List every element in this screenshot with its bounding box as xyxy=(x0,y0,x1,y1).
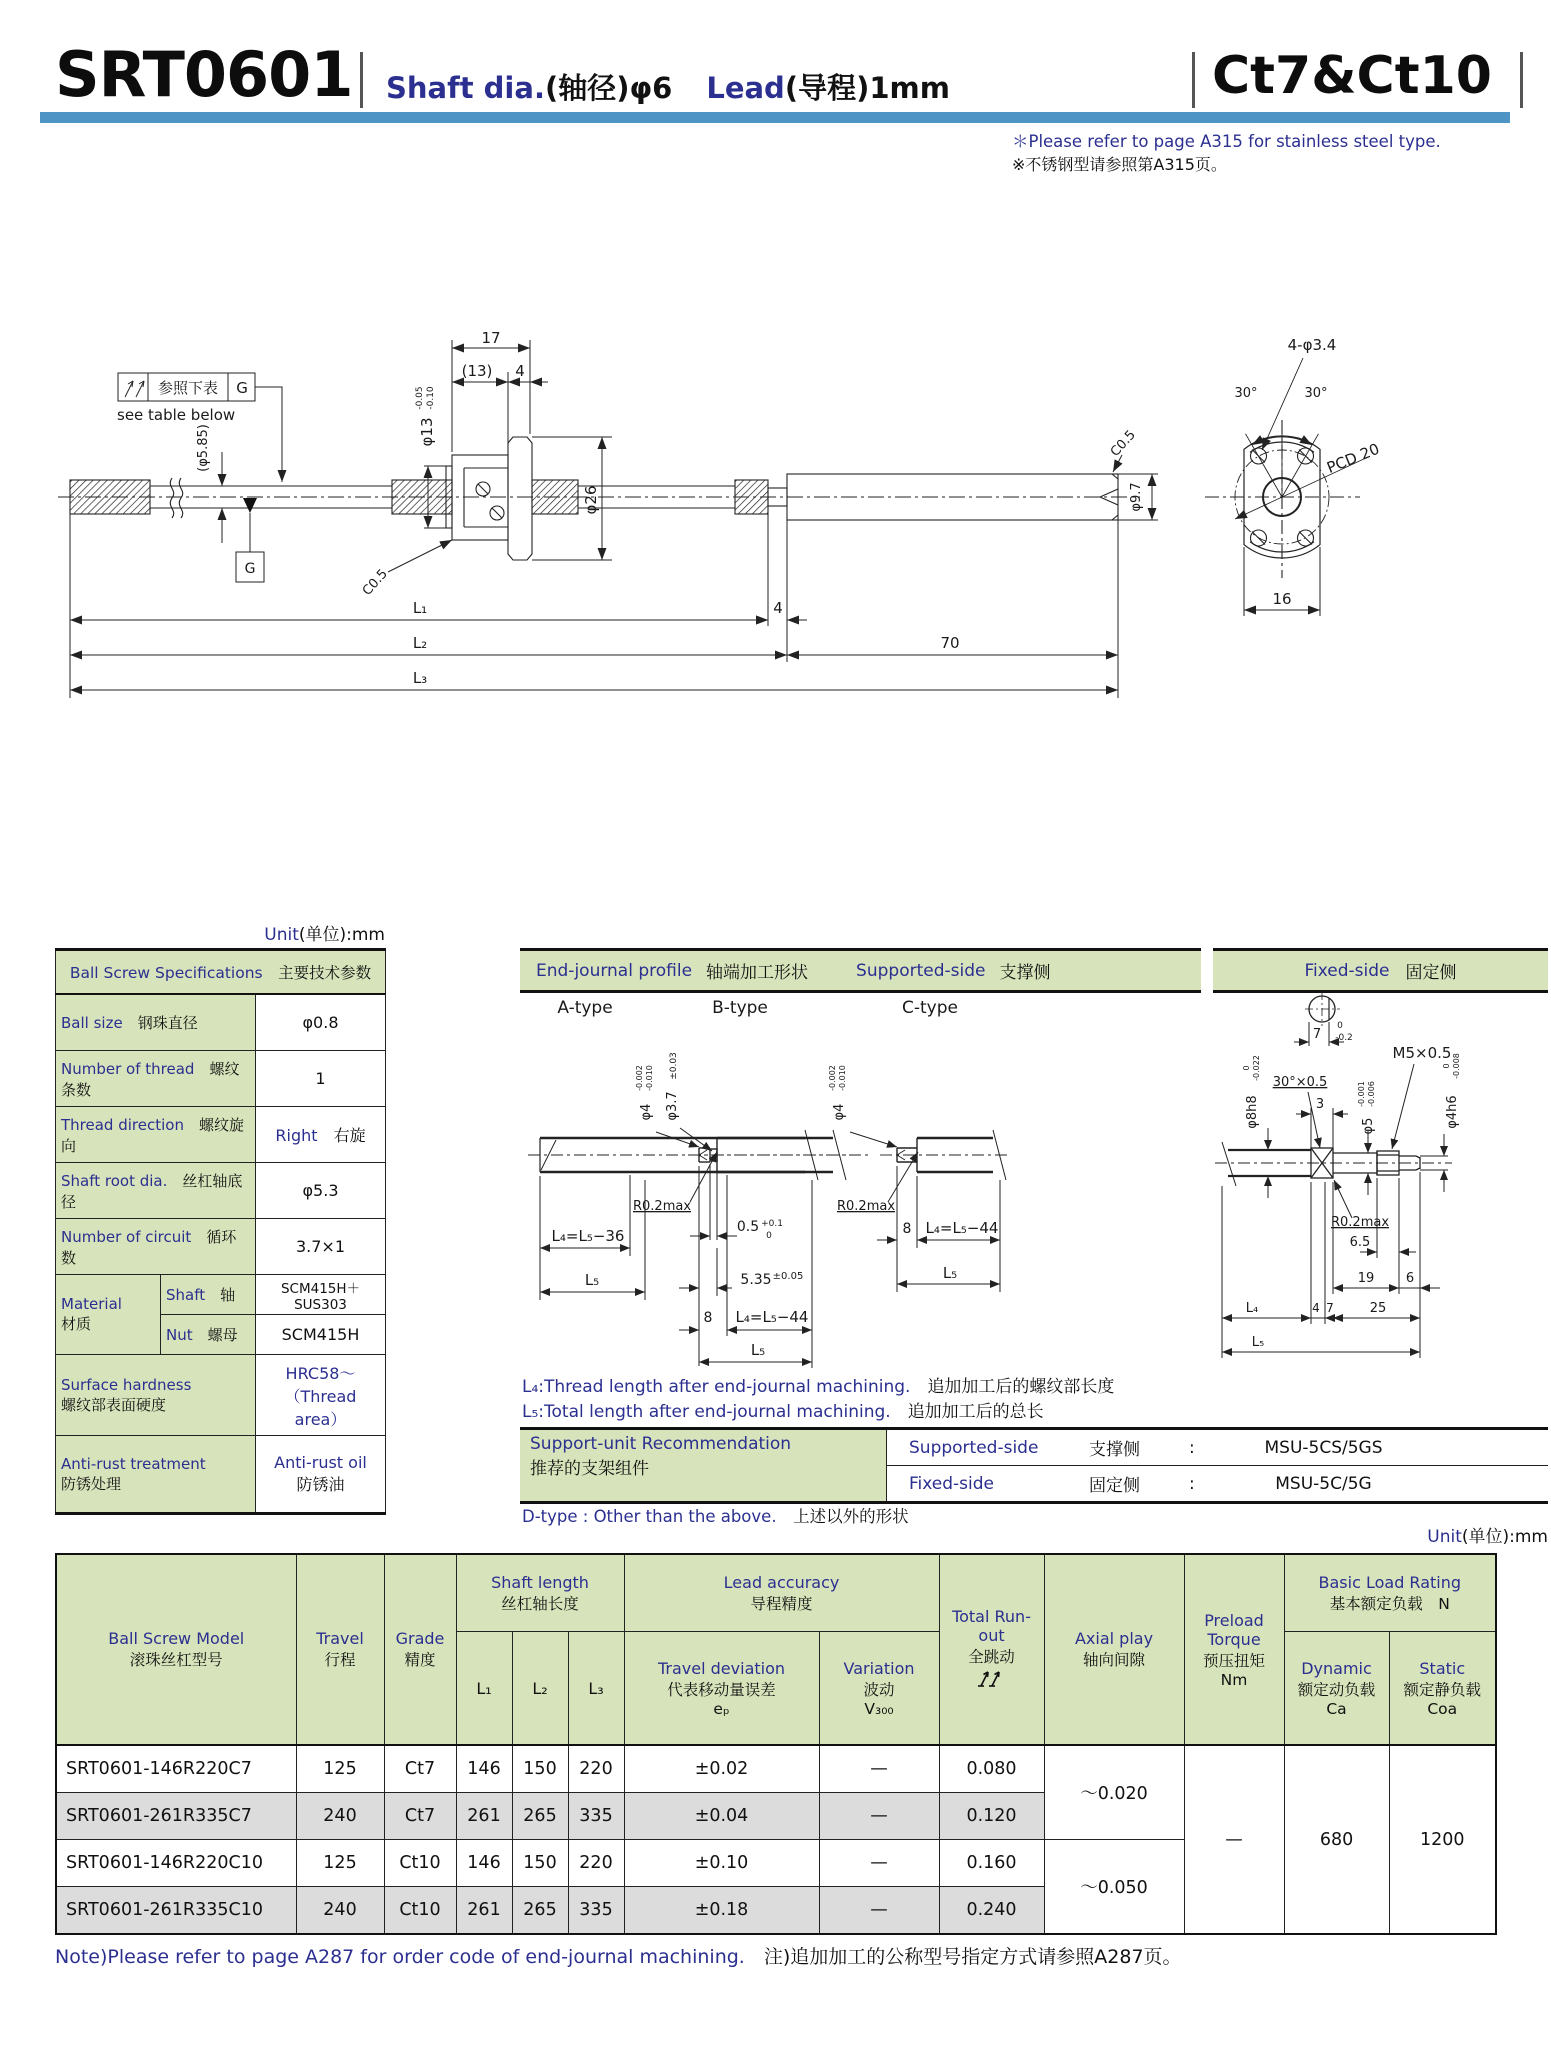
spec-value: 3.7×1 xyxy=(256,1219,386,1275)
l2-cell: 150 xyxy=(512,1745,568,1793)
deviation-cell: ±0.10 xyxy=(624,1840,819,1887)
drawing-label: M5×0.5 xyxy=(1392,1044,1452,1062)
unit-label-1 xyxy=(55,920,385,945)
drawing-label: -0.010 xyxy=(838,1065,847,1091)
model-data-table xyxy=(55,1553,1497,1935)
spec-material-label: Material 材质 xyxy=(56,1275,161,1355)
drawing-label: -0.001 xyxy=(1357,1081,1366,1107)
drawing-label: L₄=L₅−44 xyxy=(735,1308,809,1326)
drawing-label: L₅ xyxy=(584,1271,600,1289)
support-unit-title xyxy=(520,1430,887,1501)
drawing-label: G xyxy=(236,379,248,397)
unit-label-en: Unit xyxy=(1427,1527,1462,1547)
lead-value: (导程)1mm xyxy=(784,71,950,105)
drawing-label: 7 xyxy=(1326,1301,1334,1315)
drawing-label: 4 xyxy=(773,599,783,617)
b-type-drawing xyxy=(656,1128,870,1368)
drawing-label: +0.1 xyxy=(761,1219,783,1229)
drawing-label: -0.010 xyxy=(645,1065,654,1091)
l1-cell: 261 xyxy=(456,1793,512,1840)
table-row xyxy=(56,1436,386,1514)
grade-cell: Ct7 xyxy=(384,1745,456,1793)
l4-note-en: L₄:Thread length after end-journal machining. xyxy=(522,1377,911,1397)
fixed-side-title-cn: 固定侧 xyxy=(1405,963,1457,983)
l2-cell: 265 xyxy=(512,1887,568,1935)
support-unit-title-en: Support-unit Recommendation xyxy=(530,1434,792,1454)
col-header-axial-play: Axial play 轴向间隙 xyxy=(1044,1554,1184,1745)
l4-note-cn: 追加加工后的螺纹部长度 xyxy=(927,1377,1115,1397)
grade-title: Ct7&Ct10 xyxy=(1212,46,1492,106)
drawing-label: φ3.7 xyxy=(665,1091,680,1121)
drawing-label: ±0.03 xyxy=(669,1052,679,1080)
spec-label-cn: 丝杠轴底径 xyxy=(61,1171,243,1211)
drawing-label: 30° xyxy=(1304,386,1328,401)
drawing-label: L₄ xyxy=(1245,1301,1259,1316)
drawing-label: 8 xyxy=(902,1221,912,1237)
spec-value: φ0.8 xyxy=(256,994,386,1051)
drawing-label: L₂ xyxy=(412,634,428,652)
fixed-side-title-en: Fixed-side xyxy=(1304,960,1390,981)
drawing-label: (13) xyxy=(461,362,493,380)
drawing-label: 7 xyxy=(1312,1027,1322,1042)
drawing-label: 0 xyxy=(1442,1063,1451,1069)
drawing-label: 30°×0.5 xyxy=(1272,1075,1328,1090)
l1-cell: 146 xyxy=(456,1840,512,1887)
drawing-label: 6 xyxy=(1405,1271,1415,1286)
spec-label: Thread direction xyxy=(61,1115,184,1134)
travel-cell: 125 xyxy=(296,1745,384,1793)
drawing-label: 0.5 xyxy=(736,1219,760,1235)
drawing-label: 16 xyxy=(1272,590,1292,608)
spec-label: Ball size xyxy=(61,1014,123,1032)
drawing-label: φ4h6 xyxy=(1445,1095,1460,1129)
col-header-l2: L₂ xyxy=(512,1632,568,1746)
drawing-label: C0.5 xyxy=(359,566,391,599)
spec-antirust-label-cn: 防锈处理 xyxy=(61,1474,122,1493)
fixed-side-label: Fixed-side xyxy=(909,1473,995,1494)
table-row xyxy=(887,1465,1548,1501)
unit-label-en: Unit xyxy=(264,925,299,945)
drawing-label: L₅ xyxy=(1251,1335,1265,1350)
col-header-static: Static 额定静负载 Coa xyxy=(1389,1632,1496,1746)
bottom-note-en: Note)Please refer to page A287 for order code of end-journal machining. xyxy=(55,1946,745,1968)
end-journal-drawings xyxy=(0,990,1551,1370)
drawing-label: 0 xyxy=(1337,1021,1343,1031)
drawing-label: R0.2max xyxy=(1330,1215,1390,1230)
spec-table-title xyxy=(56,950,386,995)
spec-surface-label-cn: 螺纹部表面硬度 xyxy=(61,1395,167,1414)
drawing-label: see table below xyxy=(117,406,236,424)
drawing-label: φ13 xyxy=(418,417,436,447)
preload-cell: — xyxy=(1184,1745,1284,1934)
stainless-note-cn: ※不锈钢型请参照第A315页。 xyxy=(1012,155,1227,174)
end-journal-section-header xyxy=(520,948,1201,993)
drawing-label: L₄=L₅−44 xyxy=(925,1219,999,1237)
unit-label-2 xyxy=(1100,1522,1548,1547)
model-cell: SRT0601-146R220C7 xyxy=(56,1745,296,1793)
spec-label: Shaft root dia. xyxy=(61,1171,168,1190)
l5-note-cn: 追加加工后的总长 xyxy=(907,1402,1044,1422)
drawing-label: -0.002 xyxy=(828,1065,837,1091)
bottom-note-cn: 注)追加加工的公称型号指定方式请参照A287页。 xyxy=(763,1946,1182,1968)
drawing-label: A-type xyxy=(557,998,613,1018)
col-header-model: Ball Screw Model 滚珠丝杠型号 xyxy=(56,1554,296,1745)
l5-note xyxy=(522,1397,1044,1422)
l2-cell: 150 xyxy=(512,1840,568,1887)
spec-label-cn: 螺纹条数 xyxy=(61,1059,240,1099)
col-header-l1: L₁ xyxy=(456,1632,512,1746)
spec-material-nut: Nut xyxy=(166,1326,193,1344)
drawing-label: C-type xyxy=(902,998,958,1018)
drawing-label: -0.022 xyxy=(1252,1055,1261,1081)
main-technical-drawing xyxy=(0,0,1551,740)
grade-cell: Ct7 xyxy=(384,1793,456,1840)
colon: : xyxy=(1189,1473,1195,1494)
col-header-runout: Total Run-out 全跳动 xyxy=(939,1554,1044,1745)
axial-play-cell: ～0.050 xyxy=(1044,1840,1184,1935)
shaft-dia-label: Shaft dia. xyxy=(386,71,545,105)
spec-surface-label: Surface hardness xyxy=(61,1375,192,1394)
travel-cell: 240 xyxy=(296,1887,384,1935)
d-type-note xyxy=(522,1503,909,1527)
variation-cell: — xyxy=(819,1793,939,1840)
l4-note xyxy=(522,1372,1114,1397)
drawing-label: (φ5.85) xyxy=(196,424,211,472)
supported-side-title-en: Supported-side xyxy=(856,960,986,981)
d-type-note-en: D-type : Other than the above. xyxy=(522,1507,777,1526)
drawing-label: 4 xyxy=(1312,1301,1320,1315)
model-cell: SRT0601-261R335C7 xyxy=(56,1793,296,1840)
drawing-label: 70 xyxy=(940,634,960,652)
supported-side-label: Supported-side xyxy=(909,1437,1039,1458)
unit-label-rest: (单位):mm xyxy=(1461,1527,1548,1547)
runout-cell: 0.160 xyxy=(939,1840,1044,1887)
drawing-label: φ4 xyxy=(832,1103,847,1121)
runout-cell: 0.120 xyxy=(939,1793,1044,1840)
drawing-label: L₄=L₅−36 xyxy=(551,1227,625,1245)
drawing-label: ±0.05 xyxy=(772,1271,804,1282)
col-header-basic-load: Basic Load Rating 基本额定负载 N xyxy=(1284,1554,1496,1632)
col-header-variation: Variation 波动 V₃₀₀ xyxy=(819,1632,939,1746)
runout-cell: 0.240 xyxy=(939,1887,1044,1935)
drawing-label: 25 xyxy=(1369,1301,1387,1316)
variation-cell: — xyxy=(819,1887,939,1935)
drawing-label: 4 xyxy=(515,362,525,380)
spec-label-cn: 螺纹旋向 xyxy=(61,1115,244,1155)
supported-side-label-cn: 支撑侧 xyxy=(1089,1440,1140,1460)
spec-title-cn: 主要技术参数 xyxy=(278,964,372,982)
drawing-label: L₁ xyxy=(412,599,428,617)
support-unit-title-cn: 推荐的支架组件 xyxy=(530,1459,649,1479)
drawing-label: -0.10 xyxy=(426,386,436,410)
drawing-label: 4-φ3.4 xyxy=(1287,336,1337,354)
l1-cell: 146 xyxy=(456,1745,512,1793)
spec-antirust-value: Anti-rust oil 防锈油 xyxy=(256,1436,386,1514)
l1-cell: 261 xyxy=(456,1887,512,1935)
total-runout-icon xyxy=(975,1667,1009,1689)
colon: : xyxy=(1189,1437,1195,1458)
spec-label: Number of thread xyxy=(61,1059,195,1078)
table-row xyxy=(887,1430,1548,1465)
unit-label-rest: (单位):mm xyxy=(298,925,385,945)
shaft-dia-value: (轴径)φ6 xyxy=(544,71,673,105)
drawing-label: φ5 xyxy=(1361,1117,1376,1135)
model-cell: SRT0601-261R335C10 xyxy=(56,1887,296,1935)
travel-cell: 240 xyxy=(296,1793,384,1840)
variation-cell: — xyxy=(819,1745,939,1793)
static-load-cell: 1200 xyxy=(1389,1745,1496,1934)
support-unit-table xyxy=(520,1427,1548,1504)
drawing-label: φ9.7 xyxy=(1129,482,1144,512)
drawing-label: 3 xyxy=(1315,1097,1325,1112)
dimension-lines xyxy=(70,340,1158,698)
col-header-travel: Travel 行程 xyxy=(296,1554,384,1745)
spec-material-nut-value: SCM415H xyxy=(256,1315,386,1355)
spec-material-shaft-cn: 轴 xyxy=(220,1286,236,1304)
col-header-l3: L₃ xyxy=(568,1632,624,1746)
l5-note-en: L₅:Total length after end-journal machining. xyxy=(522,1402,891,1422)
end-journal-title-en: End-journal profile xyxy=(536,960,693,981)
drawing-label: PCD 20 xyxy=(1324,439,1382,477)
deviation-cell: ±0.02 xyxy=(624,1745,819,1793)
dynamic-load-cell: 680 xyxy=(1284,1745,1389,1934)
spec-material-nut-cn: 螺母 xyxy=(207,1326,238,1344)
end-journal-title-cn: 轴端加工形状 xyxy=(706,963,809,983)
drawing-label: 30° xyxy=(1234,386,1258,401)
drawing-label: 0 xyxy=(766,1231,772,1241)
spec-material-shaft: Shaft xyxy=(166,1286,206,1304)
runout-cell: 0.080 xyxy=(939,1745,1044,1793)
l3-cell: 220 xyxy=(568,1745,624,1793)
drawing-label: -0.2 xyxy=(1335,1033,1353,1043)
fixed-side-section-header xyxy=(1213,948,1548,993)
d-type-note-cn: 上述以外的形状 xyxy=(793,1507,909,1526)
bottom-note xyxy=(55,1942,1182,1969)
l3-cell: 220 xyxy=(568,1840,624,1887)
drawing-label: C0.5 xyxy=(1107,427,1139,460)
deviation-cell: ±0.18 xyxy=(624,1887,819,1935)
page-title: SRT0601 xyxy=(55,38,353,111)
l2-cell: 265 xyxy=(512,1793,568,1840)
drawing-label: 5.35 xyxy=(740,1272,772,1288)
col-header-preload: Preload Torque 预压扭矩 Nm xyxy=(1184,1554,1284,1745)
spec-value: φ5.3 xyxy=(256,1163,386,1219)
drawing-label: R0.2max xyxy=(836,1199,896,1214)
drawing-label: -0.05 xyxy=(415,386,425,410)
spec-value-cn: 右旋 xyxy=(333,1126,366,1145)
spec-surface-value: HRC58～ （Thread area） xyxy=(256,1355,386,1436)
drawing-label: φ8h8 xyxy=(1245,1095,1260,1129)
l3-cell: 335 xyxy=(568,1793,624,1840)
supported-side-title-cn: 支撑侧 xyxy=(999,963,1051,983)
drawing-label: -0.008 xyxy=(1452,1053,1461,1079)
drawing-label: φ4 xyxy=(639,1103,654,1121)
drawing-label: G xyxy=(244,561,256,577)
supported-side-value: MSU-5CS/5GS xyxy=(1264,1437,1383,1458)
fixed-side-label-cn: 固定侧 xyxy=(1089,1476,1140,1496)
drawing-label: 0 xyxy=(1242,1065,1251,1071)
drawing-label: 6.5 xyxy=(1349,1235,1371,1250)
col-header-lead-accuracy: Lead accuracy 导程精度 xyxy=(624,1554,939,1632)
drawing-label: φ26 xyxy=(582,485,600,515)
col-header-travel-deviation: Travel deviation 代表移动量误差 eₚ xyxy=(624,1632,819,1746)
spec-label-cn: 钢珠直径 xyxy=(137,1014,198,1032)
spec-value-en: Right xyxy=(275,1126,318,1145)
col-header-shaft-length: Shaft length 丝杠轴长度 xyxy=(456,1554,624,1632)
drawing-label: 参照下表 xyxy=(157,379,219,397)
drawing-label: B-type xyxy=(712,998,768,1018)
spec-antirust-label: Anti-rust treatment xyxy=(61,1454,206,1473)
model-cell: SRT0601-146R220C10 xyxy=(56,1840,296,1887)
lead-label: Lead xyxy=(706,71,785,105)
fixed-side-value: MSU-5C/5G xyxy=(1275,1473,1372,1494)
table-row xyxy=(56,1745,1496,1793)
drawing-label: 17 xyxy=(481,329,501,347)
spec-title-en: Ball Screw Specifications xyxy=(69,964,263,982)
drawing-label: -0.002 xyxy=(635,1065,644,1091)
col-header-grade: Grade 精度 xyxy=(384,1554,456,1745)
variation-cell: — xyxy=(819,1840,939,1887)
grade-cell: Ct10 xyxy=(384,1887,456,1935)
drawing-label: 19 xyxy=(1357,1271,1375,1286)
l3-cell: 335 xyxy=(568,1887,624,1935)
spec-label: Number of circuit xyxy=(61,1227,192,1246)
spec-label-cn: 循环数 xyxy=(61,1227,237,1267)
drawing-label: L₃ xyxy=(412,669,428,687)
col-header-dynamic: Dynamic 额定动负载 Ca xyxy=(1284,1632,1389,1746)
drawing-label: L₅ xyxy=(750,1341,766,1359)
travel-cell: 125 xyxy=(296,1840,384,1887)
grade-cell: Ct10 xyxy=(384,1840,456,1887)
drawing-label: -0.006 xyxy=(1367,1081,1376,1107)
deviation-cell: ±0.04 xyxy=(624,1793,819,1840)
drawing-label: L₅ xyxy=(942,1264,958,1282)
drawing-label: 8 xyxy=(703,1310,713,1326)
axial-play-cell: ～0.020 xyxy=(1044,1745,1184,1840)
stainless-note-en: ＊Please refer to page A315 for stainless steel type. xyxy=(1012,132,1441,151)
spec-value: 1 xyxy=(256,1051,386,1107)
spec-material-shaft-value: SCM415H＋SUS303 xyxy=(256,1275,386,1315)
drawing-label: R0.2max xyxy=(632,1199,692,1214)
